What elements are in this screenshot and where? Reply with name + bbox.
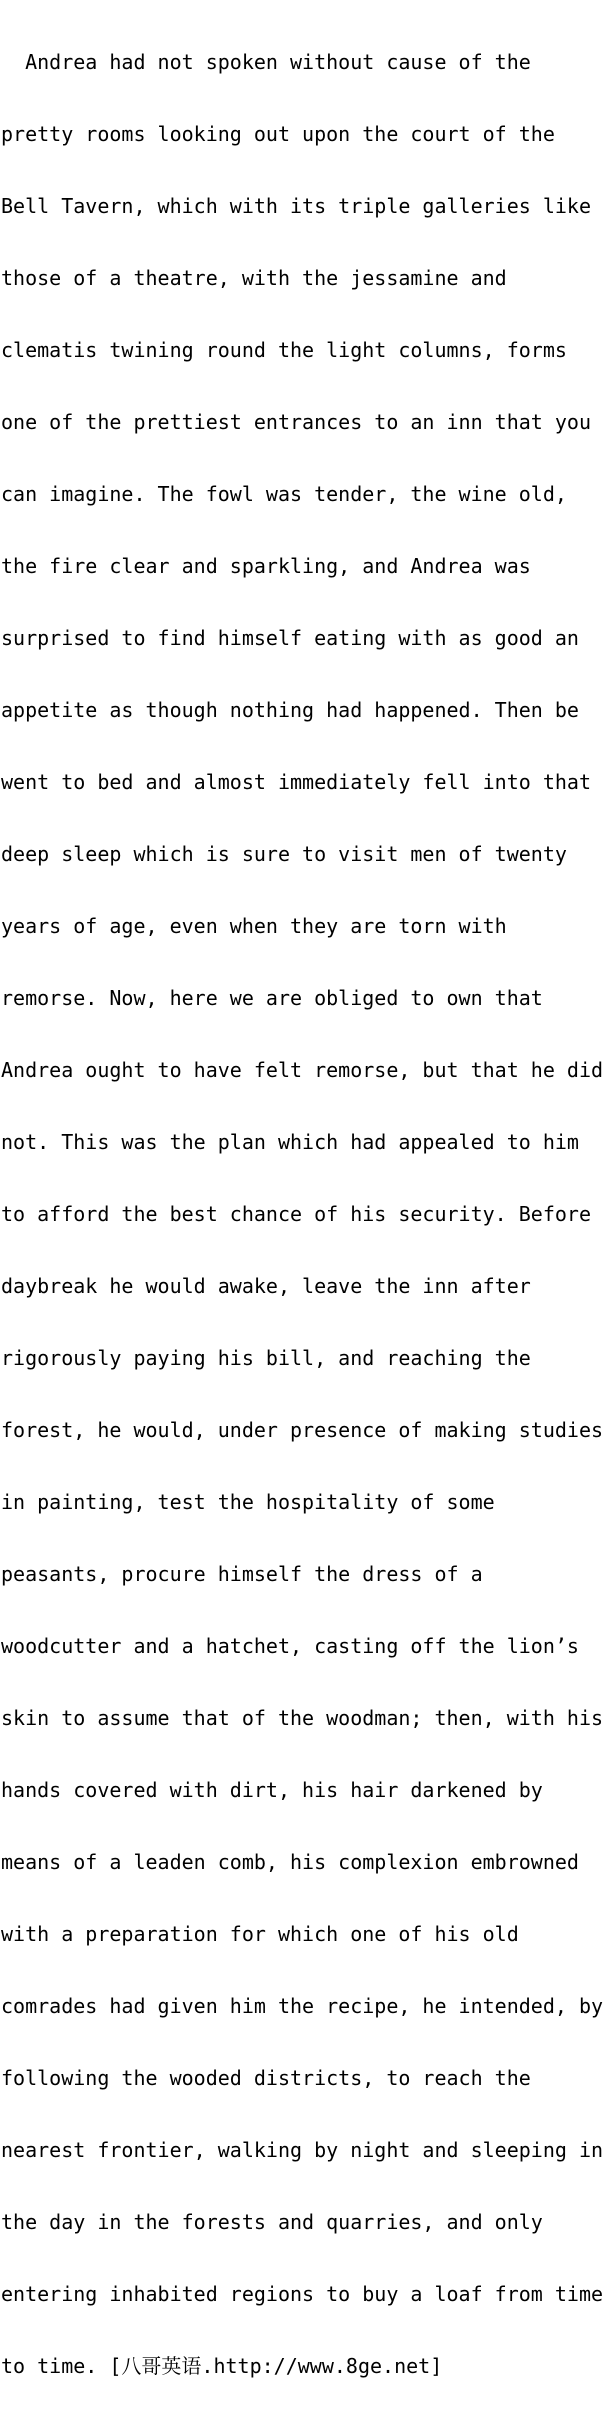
text-line: Bell Tavern, which with its triple galleries like — [1, 194, 592, 218]
text-line: the fire clear and sparkling, and Andrea was — [1, 554, 531, 578]
text-line: not. This was the plan which had appealed to him — [1, 1130, 579, 1154]
text-line: nearest frontier, walking by night and sleeping in — [1, 2138, 603, 2162]
text-line: daybreak he would awake, leave the inn after — [1, 1274, 531, 1298]
text-line: with a preparation for which one of his old — [1, 1922, 519, 1946]
text-line: hands covered with dirt, his hair darkened by — [1, 1778, 543, 1802]
text-line: means of a leaden comb, his complexion embrowned — [1, 1850, 579, 1874]
text-line: clematis twining round the light columns, forms — [1, 338, 567, 362]
text-line: those of a theatre, with the jessamine and — [1, 266, 507, 290]
text-line: forest, he would, under presence of making studies — [1, 1418, 603, 1442]
text-line: rigorously paying his bill, and reaching the — [1, 1346, 531, 1370]
text-line: peasants, procure himself the dress of a — [1, 1562, 483, 1586]
text-line: comrades had given him the recipe, he intended, by — [1, 1994, 603, 2018]
text-line: can imagine. The fowl was tender, the wine old, — [1, 482, 567, 506]
text-line: woodcutter and a hatchet, casting off the lion’s — [1, 1634, 579, 1658]
text-line: appetite as though nothing had happened. Then be — [1, 698, 579, 722]
text-line: to time. [八哥英语.http://www.8ge.net] — [1, 2354, 443, 2378]
text-line: following the wooded districts, to reach the — [1, 2066, 531, 2090]
text-line: skin to assume that of the woodman; then, with his — [1, 1706, 603, 1730]
text-line: the day in the forests and quarries, and only — [1, 2210, 543, 2234]
text-line: in painting, test the hospitality of some — [1, 1490, 495, 1514]
text-line: surprised to find himself eating with as good an — [1, 626, 579, 650]
text-line: pretty rooms looking out upon the court of the — [1, 122, 555, 146]
text-line: remorse. Now, here we are obliged to own that — [1, 986, 543, 1010]
text-line: deep sleep which is sure to visit men of twenty — [1, 842, 567, 866]
text-line: years of age, even when they are torn with — [1, 914, 507, 938]
text-line: entering inhabited regions to buy a loaf from time — [1, 2282, 603, 2306]
text-line: Andrea had not spoken without cause of the — [1, 50, 531, 74]
text-line: Andrea ought to have felt remorse, but that he did — [1, 1058, 603, 1082]
body-text — [1, 2, 601, 2426]
text-line: to afford the best chance of his security. Before — [1, 1202, 592, 1226]
text-line: went to bed and almost immediately fell into that — [1, 770, 592, 794]
text-line: one of the prettiest entrances to an inn that you — [1, 410, 592, 434]
